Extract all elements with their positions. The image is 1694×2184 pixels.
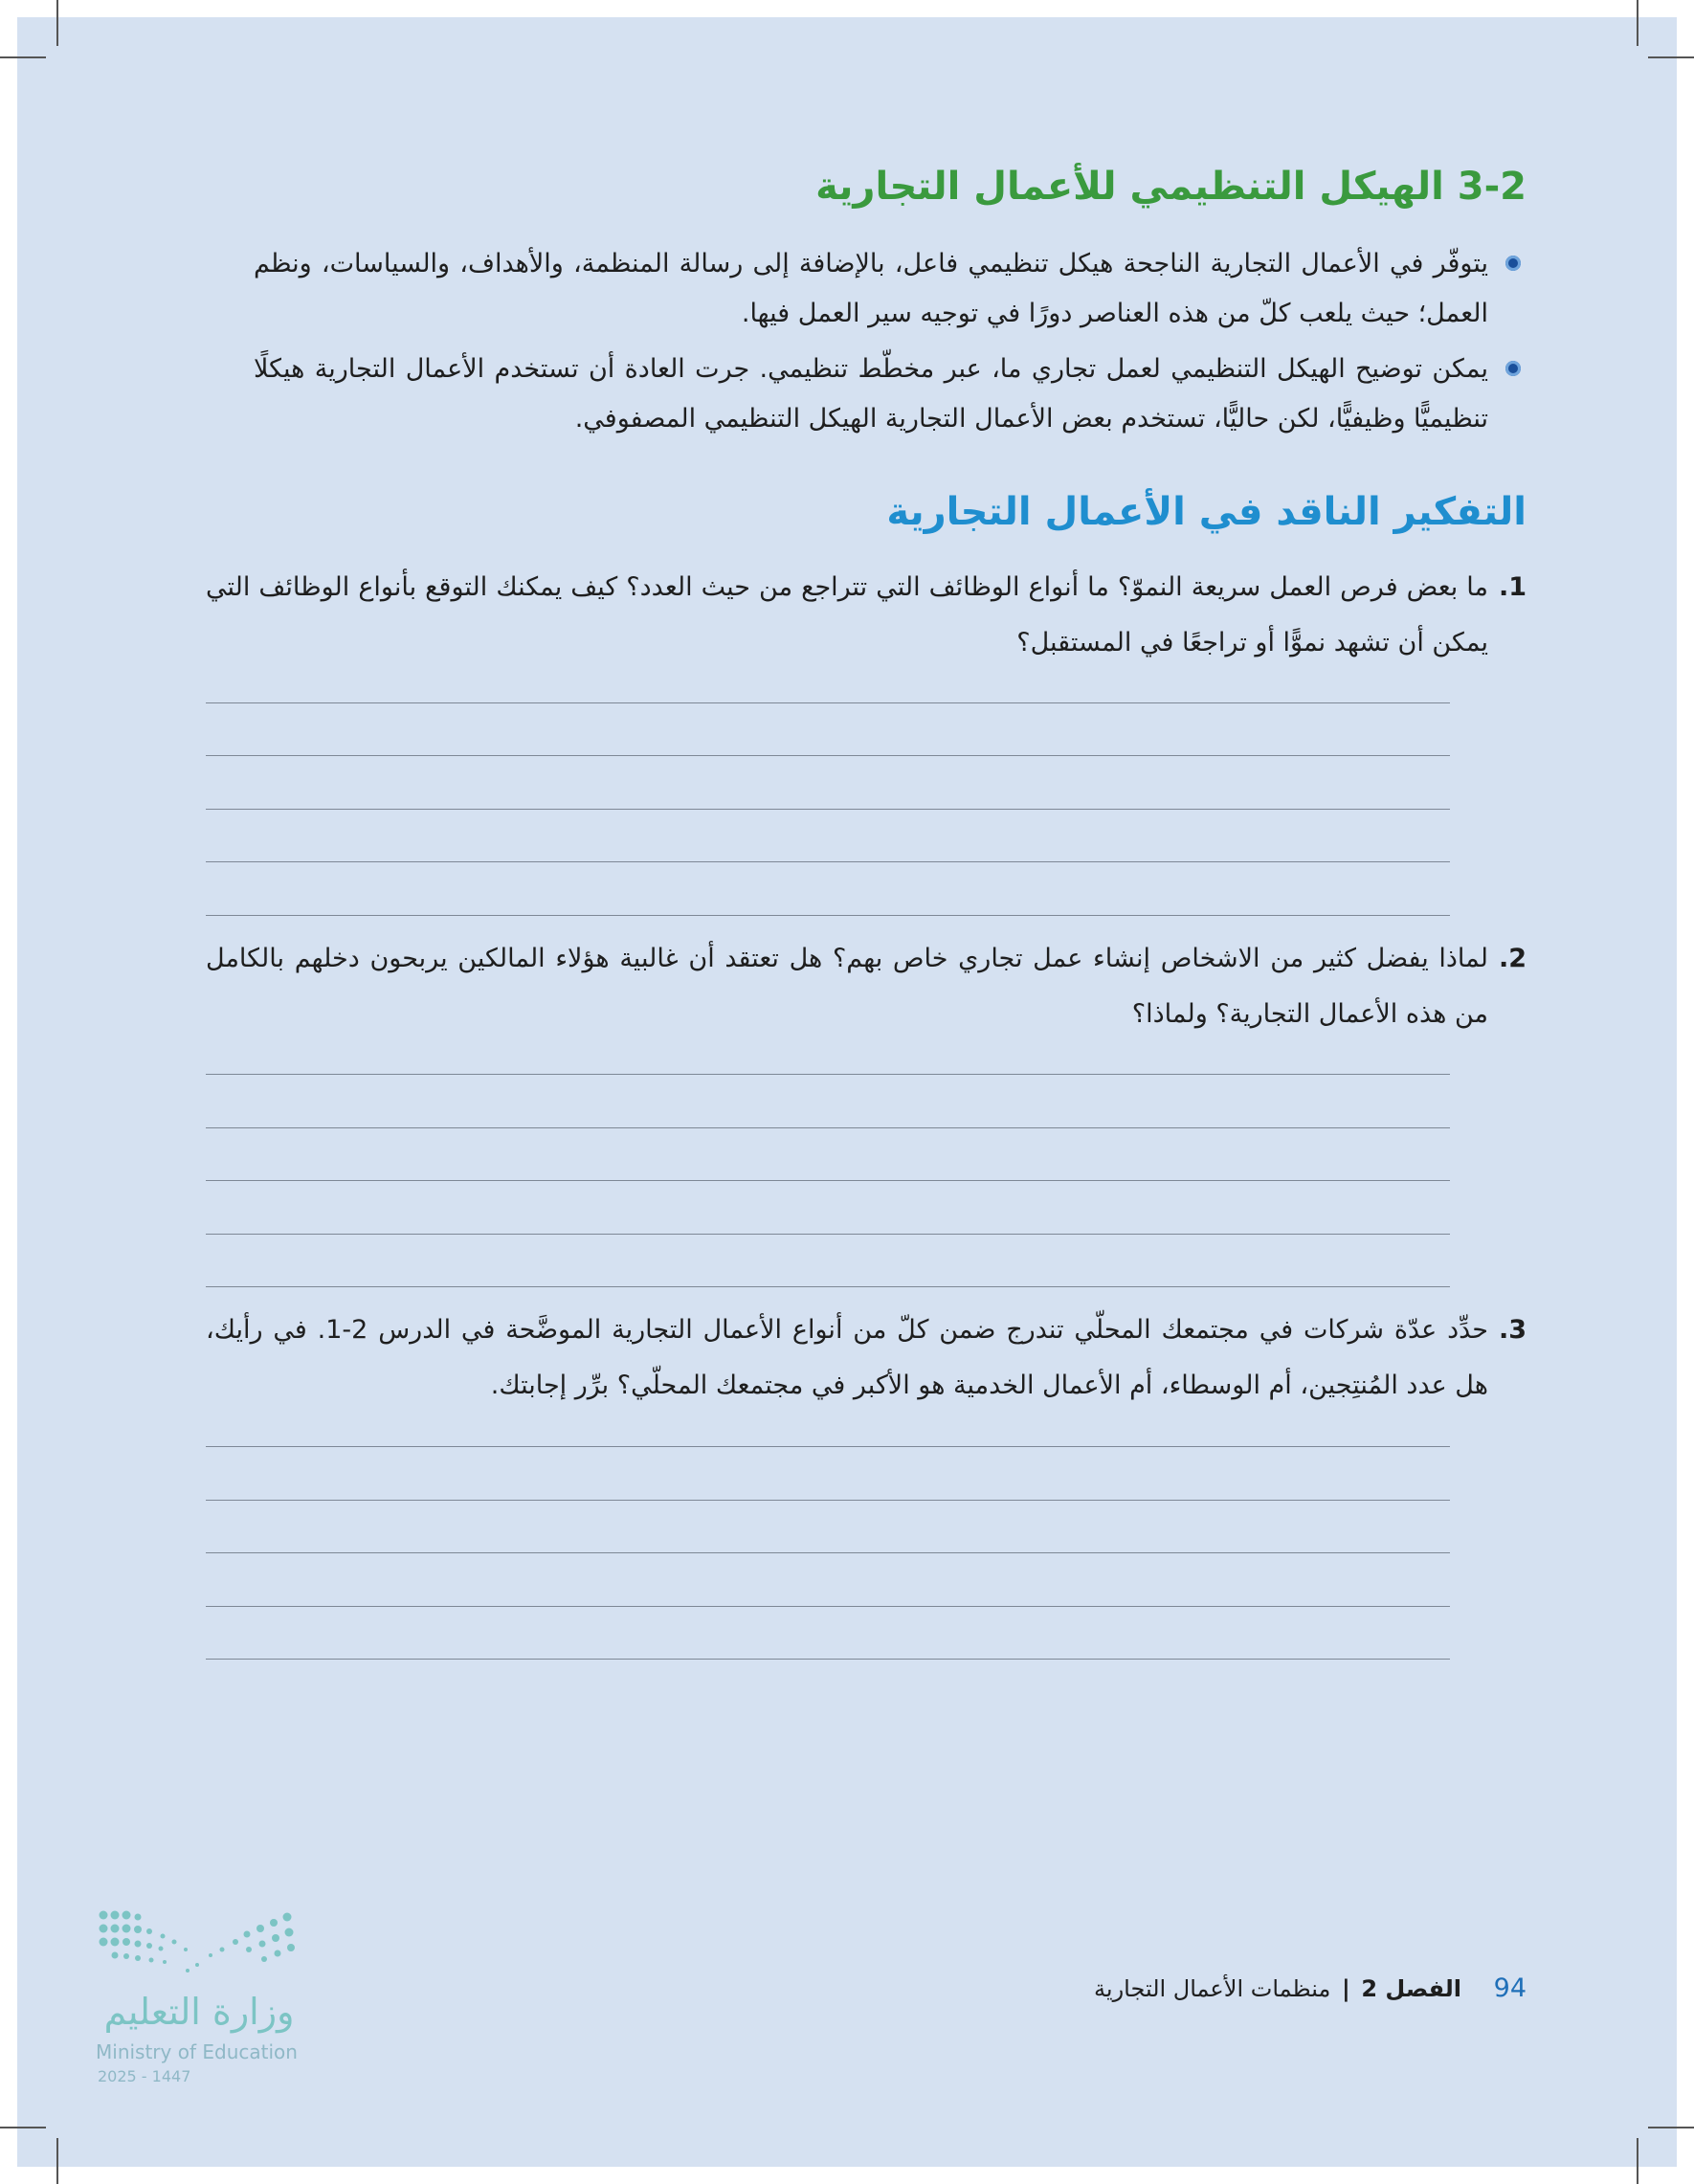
- answer-line[interactable]: [206, 1500, 1450, 1501]
- bullet-icon: [1505, 361, 1521, 376]
- answer-line[interactable]: [206, 1234, 1450, 1235]
- answer-line[interactable]: [206, 1127, 1450, 1128]
- crop-mark: [1637, 0, 1638, 46]
- crop-mark: [1648, 56, 1694, 58]
- answer-line[interactable]: [206, 1446, 1450, 1447]
- page-footer: [1094, 1973, 1527, 2003]
- bullet-item: [254, 345, 1527, 444]
- bullet-item: [254, 239, 1527, 339]
- question-2: [206, 931, 1527, 1042]
- answer-line[interactable]: [206, 1074, 1450, 1075]
- question-text: ما بعض فرص العمل سريعة النموّ؟ ما أنواع الوظائف التي تتراجع من حيث العدد؟ كيف يمكنك التوقع بأنواع الوظائف التي يمكن أن تشهد نموًّا أو تراجعًا في المستقبل؟: [206, 572, 1488, 657]
- answer-line[interactable]: [206, 1552, 1450, 1553]
- page-number: 94: [1493, 1973, 1527, 2003]
- crop-mark: [56, 2138, 58, 2184]
- section-title: 3-2 الهيكل التنظيمي للأعمال التجارية: [815, 165, 1527, 209]
- footer-separator: |: [1341, 1975, 1350, 2002]
- answer-line[interactable]: [206, 755, 1450, 756]
- question-number: 1.: [1498, 572, 1527, 602]
- answer-line[interactable]: [206, 861, 1450, 862]
- answer-line[interactable]: [206, 702, 1450, 703]
- answer-line[interactable]: [206, 1606, 1450, 1607]
- question-text: لماذا يفضل كثير من الاشخاص إنشاء عمل تجاري خاص بهم؟ هل تعتقد أن غالبية هؤلاء المالكين يربحون دخلهم بالكامل من هذه الأعمال التجارية؟ ولماذا؟: [206, 944, 1488, 1029]
- ministry-name-english: Ministry of Education: [96, 2040, 298, 2063]
- crop-mark: [1648, 2127, 1694, 2128]
- question-text: حدِّد عدّة شركات في مجتمعك المحلّي تندرج ضمن كلّ من أنواع الأعمال التجارية الموضَّحة في الدرس 2-1. في رأيك، هل عدد المُنتِجين، أم الوسطاء، أم الأعمال الخدمية هو الأكبر في مجتمعك المحلّي؟ برِّر إجابتك.: [206, 1315, 1489, 1400]
- crop-mark: [0, 56, 46, 58]
- answer-line[interactable]: [206, 1286, 1450, 1287]
- bullet-icon: [1505, 256, 1521, 271]
- ministry-year: 2025 - 1447: [98, 2067, 191, 2085]
- crop-mark: [1637, 2138, 1638, 2184]
- answer-line[interactable]: [206, 915, 1450, 916]
- bullet-text: يتوفّر في الأعمال التجارية الناجحة هيكل تنظيمي فاعل، بالإضافة إلى رسالة المنظمة، والأهداف، والسياسات، ونظم العمل؛ حيث يلعب كلّ من هذه العناصر دورًا في توجيه سير العمل فيها.: [254, 249, 1488, 328]
- ministry-logo-icon: [96, 1907, 302, 1984]
- crop-mark: [0, 2127, 46, 2128]
- bullet-text: يمكن توضيح الهيكل التنظيمي لعمل تجاري ما، عبر مخطّط تنظيمي. جرت العادة أن تستخدم الأعمال التجارية هيكلًا تنظيميًّا وظيفيًّا، لكن حاليًّا، تستخدم بعض الأعمال التجارية الهيكل التنظيمي المصفوفي.: [254, 354, 1488, 434]
- ministry-name-arabic: وزارة التعليم: [103, 1991, 295, 2033]
- question-number: 2.: [1498, 944, 1527, 973]
- critical-thinking-title: التفكير الناقد في الأعمال التجارية: [886, 490, 1527, 534]
- chapter-label: الفصل 2: [1361, 1975, 1461, 2002]
- crop-mark: [56, 0, 58, 46]
- answer-line[interactable]: [206, 1180, 1450, 1181]
- question-1: [206, 560, 1527, 671]
- question-3: [206, 1303, 1527, 1414]
- chapter-title: منظمات الأعمال التجارية: [1094, 1975, 1331, 2002]
- question-number: 3.: [1498, 1315, 1527, 1345]
- answer-line[interactable]: [206, 809, 1450, 810]
- answer-line[interactable]: [206, 1659, 1450, 1660]
- bullet-list: [254, 239, 1527, 444]
